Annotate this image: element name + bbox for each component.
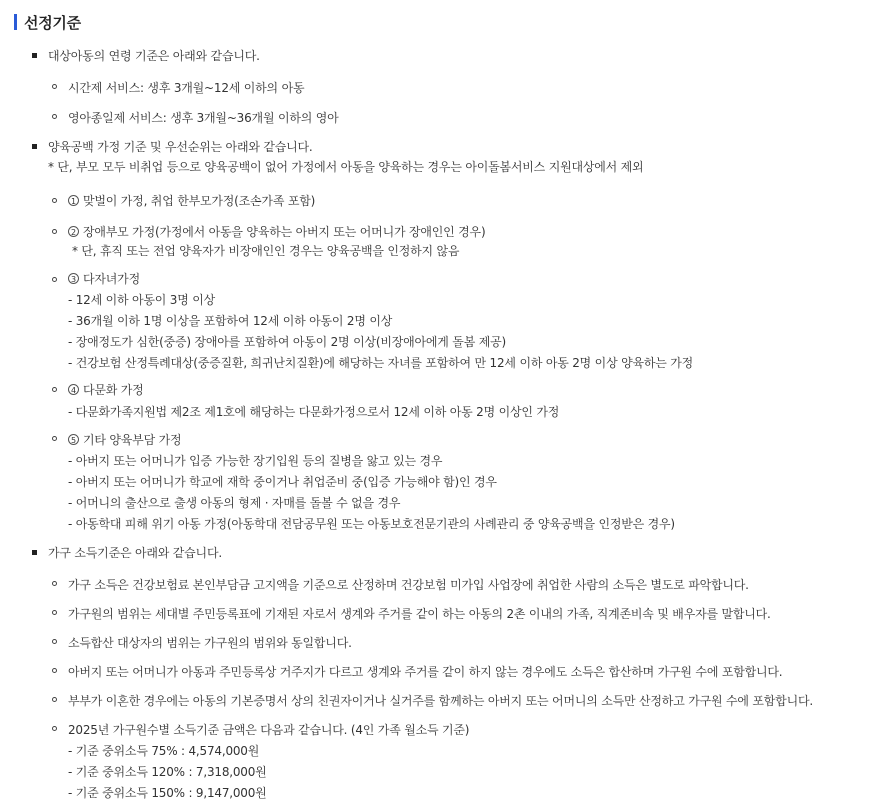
circled-number: 4 — [68, 384, 79, 395]
income-heading: 가구 소득기준은 아래와 같습니다. — [48, 546, 222, 560]
circle-bullet-icon — [52, 610, 57, 615]
circled-number: 5 — [68, 434, 79, 445]
section-title: 선정기준 — [24, 13, 81, 32]
gap-item-title: 2 장애부모 가정(가정에서 아동을 양육하는 아버지 또는 어머니가 장애인인 경우) — [68, 224, 485, 240]
income-item: 가구 소득은 건강보험료 본인부담금 고지액을 기준으로 산정하며 건강보험 미가입 사업장에 취업한 사람의 소득은 별도로 파악합니다. — [68, 578, 749, 592]
gap-item-sub: - 다문화가족지원법 제2조 제1호에 해당하는 다문화가정으로서 12세 이하 아동 2명 이상인 가정 — [68, 405, 560, 419]
gap-note: * 단, 부모 모두 비취업 등으로 양육공백이 없어 가정에서 아동을 양육하는 경우는 아이돌봄서비스 지원대상에서 제외 — [48, 160, 644, 174]
circle-bullet-icon — [52, 277, 57, 282]
age-heading: 대상아동의 연령 기준은 아래와 같습니다. — [48, 49, 260, 63]
circle-bullet-icon — [52, 697, 57, 702]
circle-bullet-icon — [52, 726, 57, 731]
age-item: 영아종일제 서비스: 생후 3개월~36개월 이하의 영아 — [68, 111, 339, 125]
circled-number: 2 — [68, 226, 79, 237]
income-item: 아버지 또는 어머니가 아동과 주민등록상 거주지가 다르고 생계와 주거를 같이 하지 않는 경우에도 소득은 합산하며 가구원 수에 포함합니다. — [68, 665, 783, 679]
circle-bullet-icon — [52, 639, 57, 644]
square-bullet-icon — [32, 53, 37, 58]
gap-heading: 양육공백 가정 기준 및 우선순위는 아래와 같습니다. — [48, 140, 313, 154]
gap-item-sub: - 아버지 또는 어머니가 입증 가능한 장기입원 등의 질병을 앓고 있는 경우 — [68, 454, 443, 468]
circle-bullet-icon — [52, 198, 57, 203]
circle-bullet-icon — [52, 114, 57, 119]
gap-item-sub: - 장애정도가 심한(중증) 장애아를 포함하여 아동이 2명 이상(비장애아에게 돌봄 제공) — [68, 335, 506, 349]
circle-bullet-icon — [52, 436, 57, 441]
gap-item-title: 3 다자녀가정 — [68, 271, 140, 287]
square-bullet-icon — [32, 144, 37, 149]
gap-item-sub: - 36개월 이하 1명 이상을 포함하여 12세 이하 아동이 2명 이상 — [68, 314, 393, 328]
gap-item-title: 4 다문화 가정 — [68, 382, 144, 398]
income-item: 2025년 가구원수별 소득기준 금액은 다음과 같습니다. (4인 가족 월소득 기준) — [68, 723, 470, 737]
income-item: 소득합산 대상자의 범위는 가구원의 범위와 동일합니다. — [68, 636, 352, 650]
income-threshold: - 기준 중위소득 150% : 9,147,000원 — [68, 786, 267, 800]
gap-item-title: 5 기타 양육부담 가정 — [68, 432, 181, 448]
gap-item-sub: - 아버지 또는 어머니가 학교에 재학 중이거나 취업준비 중(입증 가능해야 함)인 경우 — [68, 475, 497, 489]
gap-item-sub: - 아동학대 피해 위기 아동 가정(아동학대 전담공무원 또는 아동보호전문기관의 사례관리 중 양육공백을 인정받은 경우) — [68, 517, 675, 531]
circle-bullet-icon — [52, 84, 57, 89]
title-accent-bar — [14, 14, 17, 30]
gap-item-sub: - 어머니의 출산으로 출생 아동의 형제 · 자매를 돌볼 수 없을 경우 — [68, 496, 401, 510]
circle-bullet-icon — [52, 668, 57, 673]
circled-number: 1 — [68, 195, 79, 206]
gap-item-sub: - 12세 이하 아동이 3명 이상 — [68, 293, 216, 307]
gap-item-sub: * 단, 휴직 또는 전업 양육자가 비장애인인 경우는 양육공백을 인정하지 않음 — [72, 244, 460, 258]
income-item: 부부가 이혼한 경우에는 아동의 기본증명서 상의 친권자이거나 실거주를 함께하는 아버지 또는 어머니의 소득만 산정하고 가구원 수에 포함합니다. — [68, 694, 813, 708]
income-threshold: - 기준 중위소득 75% : 4,574,000원 — [68, 744, 260, 758]
income-item: 가구원의 범위는 세대별 주민등록표에 기재된 자로서 생계와 주거를 같이 하는 아동의 2촌 이내의 가족, 직계존비속 및 배우자를 말합니다. — [68, 607, 771, 621]
section-header — [14, 12, 81, 32]
gap-item-title: 1 맞벌이 가정, 취업 한부모가정(조손가족 포함) — [68, 193, 315, 209]
square-bullet-icon — [32, 550, 37, 555]
circled-number: 3 — [68, 273, 79, 284]
age-item: 시간제 서비스: 생후 3개월~12세 이하의 아동 — [68, 81, 305, 95]
income-threshold: - 기준 중위소득 120% : 7,318,000원 — [68, 765, 267, 779]
circle-bullet-icon — [52, 229, 57, 234]
circle-bullet-icon — [52, 581, 57, 586]
circle-bullet-icon — [52, 387, 57, 392]
gap-item-sub: - 건강보험 산정특례대상(중증질환, 희귀난치질환)에 해당하는 자녀를 포함하여 만 12세 이하 아동 2명 이상 양육하는 가정 — [68, 356, 694, 370]
